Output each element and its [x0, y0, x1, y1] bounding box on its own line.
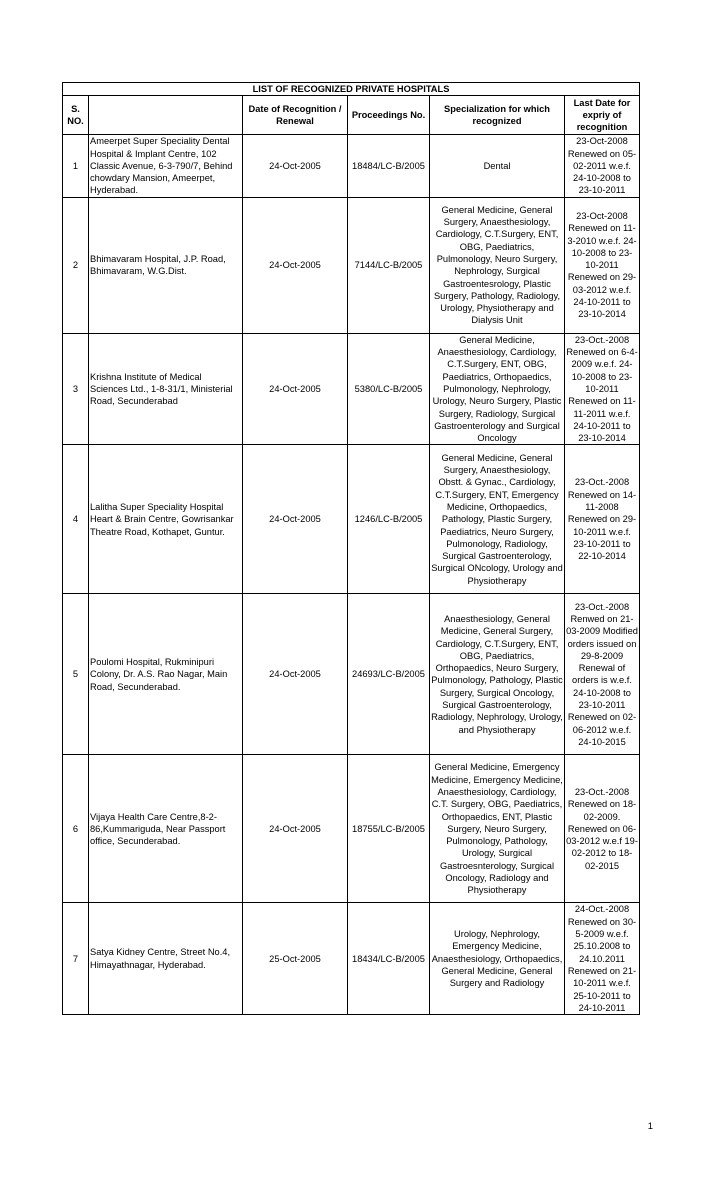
table-row — [63, 445, 640, 594]
page-number: 1 — [647, 1121, 653, 1132]
cell-proceedings: 24693/LC-B/2005 — [348, 594, 430, 755]
cell-specialization: General Medicine, Emergency Medicine, Emergency Medicine, Anaesthesiology, Cardiology, C.T. Surgery, OBG, Paediatrics, Orthopaedics, ENT, Plastic Surgery, Neuro Surgery, Pulmonology, Pathology, Urology, Surgical Gastroesnterology, Surgical Oncology, Radiology and Physiotherapy — [430, 755, 565, 903]
header-specialization: Specialization for which recognized — [430, 96, 565, 135]
cell-specialization: General Medicine, General Surgery, Anaesthesiology, Cardiology, C.T.Surgery, ENT, OBG, Paediatrics, Pulmonology, Neuro Surgery, Nephrology, Surgical Gastroentesrology, Plastic Surgery, Pathology, Radiology, Urology, Physiotherapy and Dialysis Unit — [430, 197, 565, 333]
cell-proceedings: 7144/LC-B/2005 — [348, 197, 430, 333]
cell-hospital-name: Poulomi Hospital, Rukminipuri Colony, Dr. A.S. Rao Nagar, Main Road, Secunderabad. — [89, 594, 243, 755]
header-last-date: Last Date for expriy of recognition — [565, 96, 640, 135]
cell-date: 24-Oct-2005 — [243, 333, 348, 445]
cell-sno: 1 — [63, 135, 89, 197]
cell-last-date: 23-Oct-2008 Renewed on 05-02-2011 w.e.f. 24-10-2008 to 23-10-2011 — [565, 135, 640, 197]
cell-last-date: 23-Oct.-2008 Renewed on 14-11-2008 Renewed on 29-10-2011 w.e.f. 23-10-2011 to 22-10-2014 — [565, 445, 640, 594]
cell-sno: 4 — [63, 445, 89, 594]
cell-date: 25-Oct-2005 — [243, 903, 348, 1015]
cell-hospital-name: Ameerpet Super Speciality Dental Hospital & Implant Centre, 102 Classic Avenue, 6-3-790/7, Behind chowdary Mansion, Ameerpet, Hyderabad. — [89, 135, 243, 197]
cell-proceedings: 18484/LC-B/2005 — [348, 135, 430, 197]
header-proceedings: Proceedings No. — [348, 96, 430, 135]
cell-sno: 2 — [63, 197, 89, 333]
header-sno: S. NO. — [63, 96, 89, 135]
cell-specialization: Anaesthesiology, General Medicine, General Surgery, Cardiology, C.T.Surgery, ENT, OBG, Paediatrics, Orthopaedics, Neuro Surgery, Pulmonology, Pathology, Plastic Surgery, Surgical Oncology, Surgical Gastroenterology, Radiology, Nephrology, Urology, and Physiotherapy — [430, 594, 565, 755]
cell-proceedings: 18755/LC-B/2005 — [348, 755, 430, 903]
cell-sno: 5 — [63, 594, 89, 755]
hospitals-table — [62, 82, 640, 1015]
table-row — [63, 594, 640, 755]
table-row — [63, 903, 640, 1015]
cell-hospital-name: Bhimavaram Hospital, J.P. Road, Bhimavaram, W.G.Dist. — [89, 197, 243, 333]
cell-sno: 6 — [63, 755, 89, 903]
cell-sno: 7 — [63, 903, 89, 1015]
cell-last-date: 23-Oct-2008 Renewed on 11-3-2010 w.e.f. 24-10-2008 to 23-10-2011 Renewed on 29-03-2012 w.e.f. 24-10-2011 to 23-10-2014 — [565, 197, 640, 333]
table-row — [63, 197, 640, 333]
cell-hospital-name: Krishna Institute of Medical Sciences Ltd., 1-8-31/1, Ministerial Road, Secunderabad — [89, 333, 243, 445]
cell-date: 24-Oct-2005 — [243, 197, 348, 333]
cell-proceedings: 18434/LC-B/2005 — [348, 903, 430, 1015]
header-row — [63, 96, 640, 135]
cell-specialization: General Medicine, Anaesthesiology, Cardiology, C.T.Surgery, ENT, OBG, Paediatrics, Orthopaedics, Pulmonology, Nephrology, Urology, Neuro Surgery, Plastic Surgery, Radiology, Surgical Gastroenterology and Surgical Oncology — [430, 333, 565, 445]
cell-last-date: 23-Oct.-2008 Renwed on 21-03-2009 Modified orders issued on 29-8-2009 Renewal of orders is w.e.f. 24-10-2008 to 23-10-2011 Renewed on 02-06-2012 w.e.f. 24-10-2015 — [565, 594, 640, 755]
cell-date: 24-Oct-2005 — [243, 594, 348, 755]
cell-proceedings: 5380/LC-B/2005 — [348, 333, 430, 445]
header-name — [89, 96, 243, 135]
table-row — [63, 755, 640, 903]
cell-hospital-name: Satya Kidney Centre, Street No.4, Himayathnagar, Hyderabad. — [89, 903, 243, 1015]
header-date: Date of Recognition / Renewal — [243, 96, 348, 135]
cell-last-date: 24-Oct.-2008 Renewed on 30-5-2009 w.e.f. 25.10.2008 to 24.10.2011 Renewed on 21-10-2011 w.e.f. 25-10-2011 to 24-10-2011 — [565, 903, 640, 1015]
table-row — [63, 333, 640, 445]
cell-date: 24-Oct-2005 — [243, 445, 348, 594]
cell-last-date: 23-Oct.-2008 Renewed on 6-4-2009 w.e.f. 24-10-2008 to 23-10-2011 Renewed on 11-11-2011 w.e.f. 24-10-2011 to 23-10-2014 — [566, 334, 638, 444]
cell-specialization: Dental — [430, 135, 565, 197]
cell-hospital-name: Lalitha Super Speciality Hospital Heart & Brain Centre, Gowrisankar Theatre Road, Kothapet, Guntur. — [89, 445, 243, 594]
cell-specialization: Urology, Nephrology, Emergency Medicine, Anaesthesiology, Orthopaedics, General Medicine, General Surgery and Radiology — [430, 903, 565, 1015]
cell-last-date: 23-Oct.-2008 Renewed on 18-02-2009. Renewed on 06-03-2012 w.e.f 19-02-2012 to 18-02-2015 — [565, 755, 640, 903]
cell-proceedings: 1246/LC-B/2005 — [348, 445, 430, 594]
cell-sno: 3 — [63, 333, 89, 445]
table-row — [63, 135, 640, 197]
cell-hospital-name: Vijaya Health Care Centre,8-2-86,Kummariguda, Near Passport office, Secunderabad. — [89, 755, 243, 903]
cell-date: 24-Oct-2005 — [243, 755, 348, 903]
cell-specialization: General Medicine, General Surgery, Anaesthesiology, Obstt. & Gynac., Cardiology, C.T.Surgery, ENT, Emergency Medicine, Orthopaedics, Pathology, Plastic Surgery, Paediatrics, Neuro Surgery, Pulmonology, Radiology, Surgical Gastroenterology, Surgical ONcology, Urology and Physiotherapy — [430, 445, 565, 594]
cell-date: 24-Oct-2005 — [243, 135, 348, 197]
table-title: LIST OF RECOGNIZED PRIVATE HOSPITALS — [63, 83, 640, 96]
